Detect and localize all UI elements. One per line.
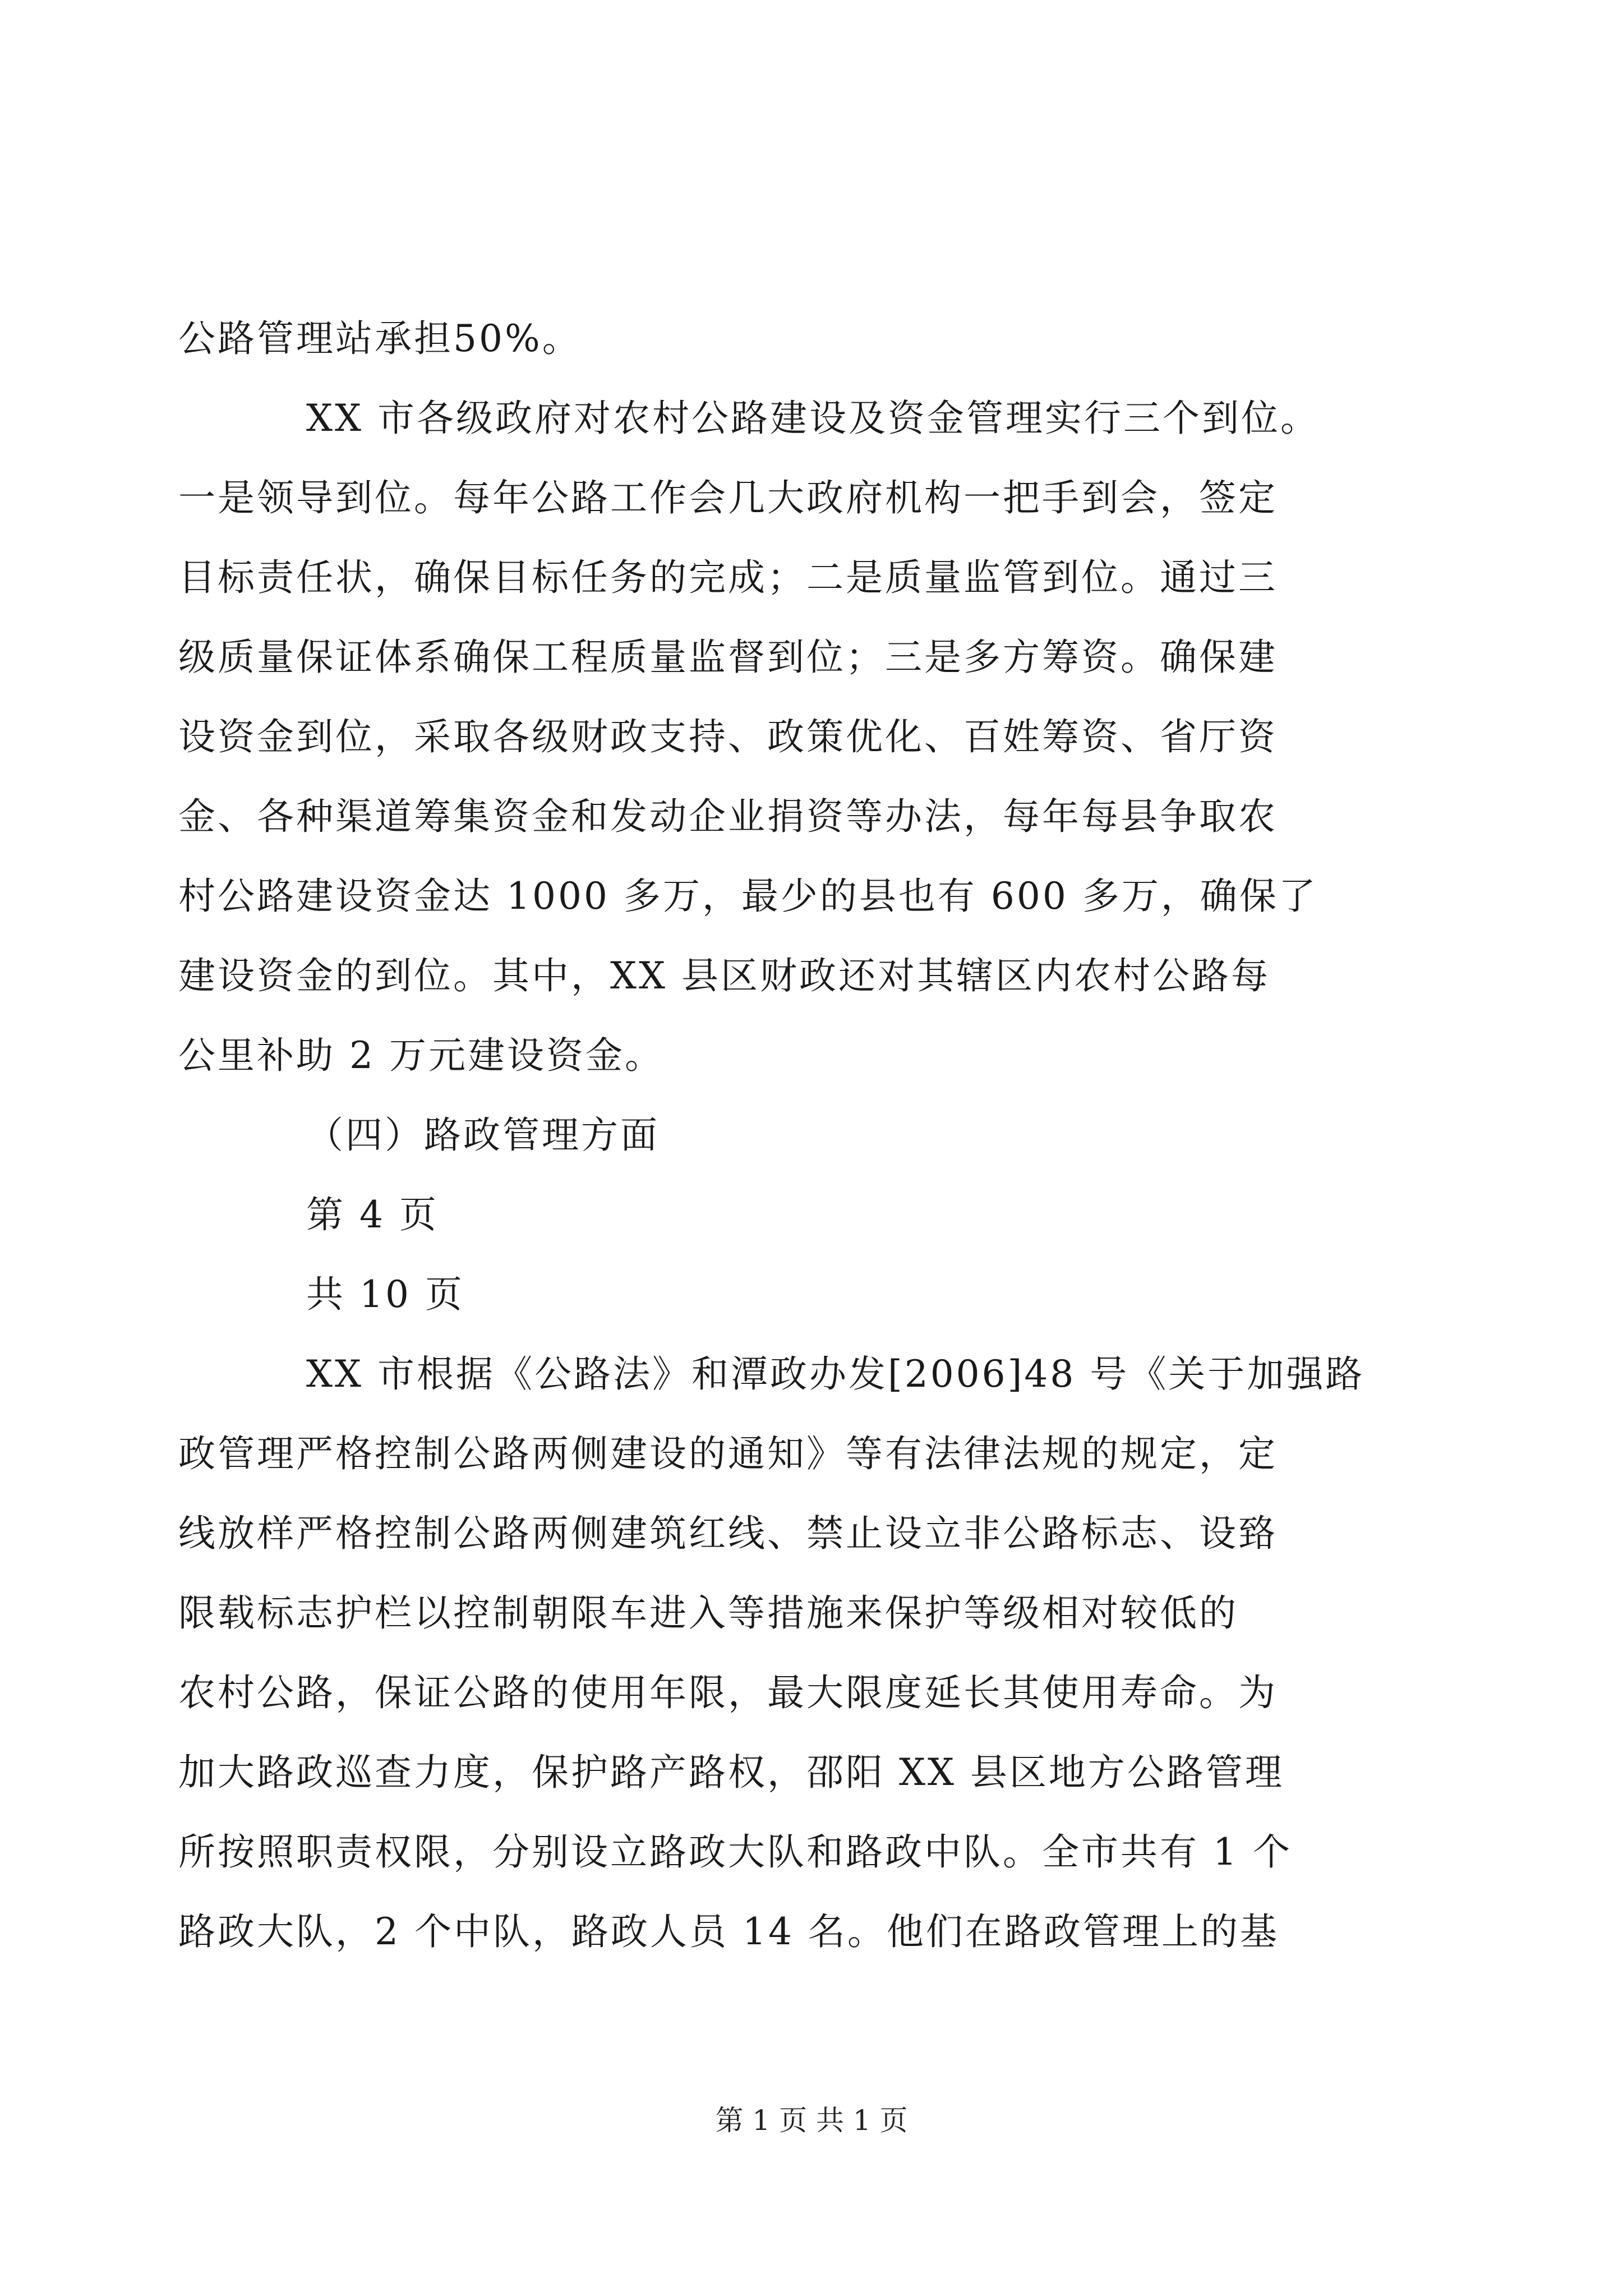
- text-line-18: 农村公路，保证公路的使用年限，最大限度延长其使用寿命。为: [178, 1671, 1278, 1714]
- text-line-6: 设资金到位，采取各级财政支持、政策优化、百姓筹资、省厅资: [178, 715, 1278, 758]
- text-line-17: 限载标志护栏以控制朝限车进入等措施来保护等级相对较低的: [178, 1591, 1238, 1635]
- inline-page-total: 共 10 页: [306, 1273, 464, 1316]
- text-line-3: 一是领导到位。每年公路工作会几大政府机构一把手到会，签定: [178, 476, 1278, 519]
- text-line-9: 建设资金的到位。其中，XX 县区财政还对其辖区内农村公路每: [178, 954, 1270, 997]
- text-line-4: 目标责任状，确保目标任务的完成；二是质量监管到位。通过三: [178, 556, 1278, 599]
- text-line-15: 政管理严格控制公路两侧建设的通知》等有法律法规的规定，定: [178, 1432, 1278, 1475]
- page-footer: 第 1 页 共 1 页: [715, 2104, 908, 2137]
- section-heading: （四）路政管理方面: [306, 1114, 660, 1157]
- text-line-8: 村公路建设资金达 1000 多万，最少的县也有 600 多万，确保了: [178, 875, 1318, 918]
- body-text: [178, 299, 1446, 1972]
- text-line-2: XX 市各级政府对农村公路建设及资金管理实行三个到位。: [306, 397, 1320, 440]
- text-line-21: 路政大队，2 个中队，路政人员 14 名。他们在路政管理上的基: [178, 1910, 1279, 1953]
- text-line-14: XX 市根据《公路法》和潭政办发[2006]48 号《关于加强路: [306, 1352, 1365, 1396]
- text-line-16: 线放样严格控制公路两侧建筑红线、禁止设立非公路标志、设臵: [178, 1512, 1278, 1555]
- inline-page-number: 第 4 页: [306, 1193, 439, 1236]
- text-line-1: 公路管理站承担50%。: [178, 317, 582, 360]
- text-line-19: 加大路政巡查力度，保护路产路权，邵阳 XX 县区地方公路管理: [178, 1751, 1284, 1794]
- text-line-7: 金、各种渠道筹集资金和发动企业捐资等办法，每年每县争取农: [178, 795, 1278, 838]
- text-line-20: 所按照职责权限，分别设立路政大队和路政中队。全市共有 1 个: [178, 1830, 1292, 1874]
- text-line-10: 公里补助 2 万元建设资金。: [178, 1034, 664, 1077]
- text-line-5: 级质量保证体系确保工程质量监督到位；三是多方筹资。确保建: [178, 636, 1278, 679]
